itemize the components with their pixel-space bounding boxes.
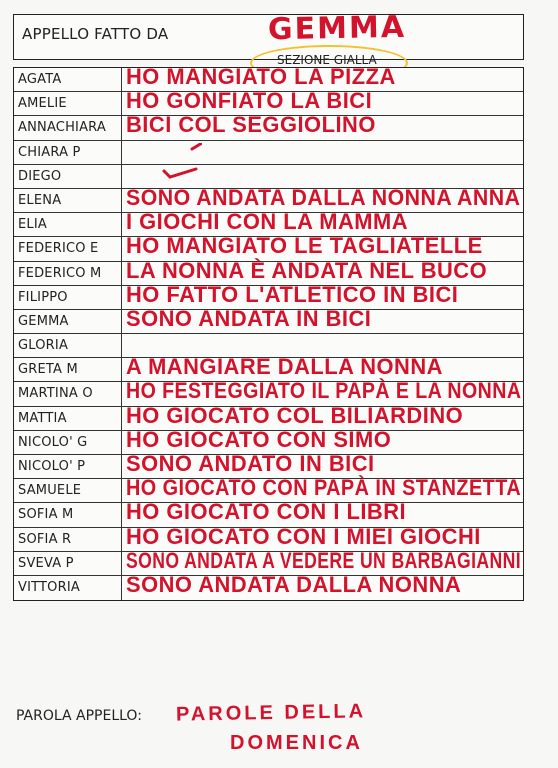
student-answer: HO FESTEGGIATO IL PAPÀ E LA NONNA [126, 378, 522, 404]
student-name: FILIPPO [14, 286, 122, 309]
student-answer: HO GIOCATO CON I LIBRI [126, 499, 407, 525]
student-name: ANNACHIARA [14, 116, 122, 139]
student-answer: BICI COL SEGGIOLINO [126, 112, 376, 138]
caller-name: GEMMA [267, 9, 407, 48]
student-name: MATTIA [14, 407, 122, 430]
keyword-label: PAROLA APPELLO: [16, 708, 142, 724]
student-name: AGATA [14, 68, 122, 91]
student-answer: SONO ANDATA A VEDERE UN BARBAGIANNI [126, 547, 522, 573]
student-name: SOFIA R [14, 528, 122, 551]
student-name: NICOLO' P [14, 455, 122, 478]
check-mark-icon [162, 143, 202, 163]
student-answer: HO MANGIATO LE TAGLIATELLE [126, 233, 483, 259]
student-name: CHIARA P [14, 141, 122, 164]
student-name: GLORIA [14, 334, 122, 357]
student-name: NICOLO' G [14, 431, 122, 454]
student-answer: SONO ANDATA DALLA NONNA ANNA [126, 184, 521, 210]
student-answer: HO GIOCATO CON SIMO [126, 426, 392, 452]
student-answer: I GIOCHI CON LA MAMMA [126, 209, 409, 235]
roll-call-table [13, 64, 524, 601]
header-label: APPELLO FATTO DA [22, 25, 169, 43]
student-answer: SONO ANDATA DALLA NONNA [126, 571, 462, 597]
check-mark-icon [162, 167, 202, 187]
section-label: SEZIONE GIALLA [277, 53, 377, 67]
student-answer: HO GIOCATO COL BILIARDINO [126, 402, 464, 428]
student-name: ELIA [14, 213, 122, 236]
student-answer: HO GONFIATO LA BICI [126, 88, 373, 114]
student-answer: HO MANGIATO LA PIZZA [126, 64, 396, 89]
student-answer: HO GIOCATO CON I MIEI GIOCHI [126, 523, 481, 549]
student-answer: LA NONNA È ANDATA NEL BUCO [126, 257, 488, 283]
student-answer: HO GIOCATO CON PAPÀ IN STANZETTA [126, 475, 522, 501]
student-answer: HO FATTO L'ATLETICO IN BICI [126, 281, 459, 307]
keyword-line-1: PAROLE DELLA [175, 700, 367, 726]
student-name: GEMMA [14, 310, 122, 333]
student-name: ELENA [14, 189, 122, 212]
student-name: MARTINA O [14, 382, 122, 405]
student-answer: SONO ANDATA IN BICI [126, 305, 372, 331]
table-row [14, 571, 523, 600]
student-answer: SONO ANDATO IN BICI [126, 451, 375, 476]
student-name: SOFIA M [14, 503, 122, 526]
keyword-line-2: DOMENICA [230, 732, 363, 754]
student-name: AMELIE [14, 92, 122, 115]
header-box [13, 9, 524, 67]
student-name: SVEVA P [14, 552, 122, 575]
student-name: VITTORIA [14, 576, 122, 600]
student-name: FEDERICO M [14, 262, 122, 285]
student-answer: A MANGIARE DALLA NONNA [126, 354, 443, 380]
student-name: FEDERICO E [14, 237, 122, 260]
student-name: DIEGO [14, 165, 122, 188]
student-name: GRETA M [14, 358, 122, 381]
student-name: SAMUELE [14, 479, 122, 502]
